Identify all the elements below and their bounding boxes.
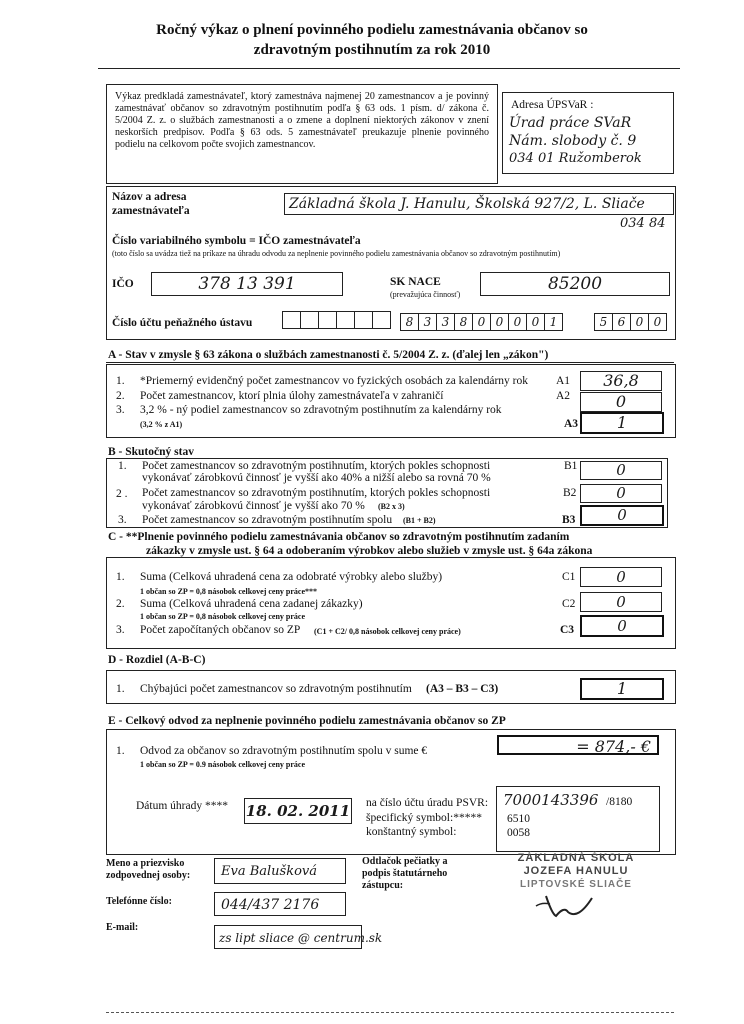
account-cell[interactable]: 0 bbox=[472, 313, 491, 331]
upsvar-line-1: Úrad práce SVaR bbox=[509, 115, 632, 131]
account-prefix-cell[interactable] bbox=[300, 311, 319, 329]
stamp-line-1: ZÁKLADNÁ ŠKOLA bbox=[517, 852, 635, 864]
employer-name-field[interactable]: Základná škola J. Hanulu, Školská 927/2, L. Sliače bbox=[284, 193, 674, 215]
ico-label: IČO bbox=[112, 278, 134, 290]
psvr-account-label: na číslo účtu úradu PSVR: bbox=[366, 797, 489, 809]
upsvar-line-3: 034 01 Ružomberok bbox=[509, 151, 642, 166]
title-line-2: zdravotným postihnutím za rok 2010 bbox=[253, 42, 491, 58]
payment-date-field[interactable]: 18. 02. 2011 bbox=[244, 798, 352, 824]
email-field[interactable]: zs lipt sliace @ centrum.sk bbox=[214, 925, 362, 949]
variable-symbol-label: Číslo variabilného symbolu = IČO zamestnávateľa bbox=[112, 235, 361, 247]
email-label: E-mail: bbox=[106, 922, 139, 933]
signature bbox=[476, 886, 676, 926]
account-cell[interactable]: 0 bbox=[508, 313, 527, 331]
a3-text: 3,2 % - ný podiel zamestnancov so zdravotným postihnutím za kalendárny rok bbox=[140, 404, 502, 416]
a2-code: A2 bbox=[556, 390, 571, 402]
school-stamp bbox=[476, 852, 676, 922]
c2-code: C2 bbox=[562, 598, 576, 610]
account-prefix-cell[interactable] bbox=[318, 311, 337, 329]
phone-field[interactable]: 044/437 2176 bbox=[214, 892, 346, 916]
b3-field[interactable]: 0 bbox=[580, 505, 664, 526]
a3-num: 3. bbox=[116, 404, 125, 416]
account-prefix-cell[interactable] bbox=[336, 311, 355, 329]
c3-code: C3 bbox=[560, 624, 575, 636]
c2-note: 1 občan so ZP = 0,8 násobok celkovej ceny práce bbox=[140, 612, 306, 621]
section-c-header-1: C - **Plnenie povinného podielu zamestnávania občanov so zdravotným postihnutím zadaním bbox=[108, 531, 570, 543]
d1-field[interactable]: 1 bbox=[580, 678, 664, 700]
b2-code: B2 bbox=[563, 487, 577, 499]
c2-text: Suma (Celková uhradená cena zadanej zákazky) bbox=[140, 598, 363, 610]
a1-field[interactable]: 36,8 bbox=[580, 371, 662, 391]
intro-box bbox=[106, 84, 498, 184]
constant-symbol-label: konštantný symbol: bbox=[366, 826, 457, 838]
section-a-header: A - Stav v zmysle § 63 zákona o službách zamestnanosti č. 5/2004 Z. z. (ďalej len „zákon") bbox=[108, 349, 549, 361]
upsvar-address-box bbox=[502, 92, 674, 174]
bank-cell[interactable]: 6 bbox=[612, 313, 631, 331]
c3-text: Počet započítaných občanov so ZP bbox=[140, 624, 301, 636]
sknace-note: (prevažujúca činnosť) bbox=[390, 290, 461, 299]
specific-symbol-value[interactable]: 6510 bbox=[507, 813, 530, 825]
a3-note: (3,2 % z A1) bbox=[140, 420, 183, 429]
c2-num: 2. bbox=[116, 598, 125, 610]
b1-text-1: Počet zamestnancov so zdravotným postihnutím, ktorých pokles schopnosti bbox=[142, 460, 491, 472]
a1-code: A1 bbox=[556, 375, 571, 387]
a1-text: *Priemerný evidenčný počet zamestnancov vo fyzických osobách za kalendárny rok bbox=[140, 375, 528, 387]
c1-note: 1 občan so ZP = 0,8 násobok celkovej ceny práce*** bbox=[140, 587, 318, 596]
phone-label: Telefónne číslo: bbox=[106, 896, 173, 907]
intro-text: Výkaz predkladá zamestnávateľ, ktorý zamestnáva najmenej 20 zamestnancov a je povinný zamestnávať občanov so zdravotným postihnutím podľa § 63 ods. 1 písm. d/ zákona č. 5/2004 Z. z. o službách zamestnanosti a o zmene a doplnení niektorých zákonov v znení neskorších predpisov. Podľa § 63 ods. 5 zamestnávateľ preukazuje plnenie povinného podielu na celkovom počte svojich zamestnancov. bbox=[115, 91, 489, 150]
account-cell[interactable]: 1 bbox=[544, 313, 563, 331]
b1-code: B1 bbox=[564, 460, 578, 472]
b2-field[interactable]: 0 bbox=[580, 484, 662, 503]
b3-code: B3 bbox=[562, 514, 576, 526]
b1-num: 1. bbox=[118, 460, 127, 472]
b3-note: (B1 + B2) bbox=[403, 516, 436, 525]
b2-text-1: Počet zamestnancov so zdravotným postihnutím, ktorých pokles schopnosti bbox=[142, 487, 491, 499]
d1-text: Chýbajúci počet zamestnancov so zdravotným postihnutím bbox=[140, 683, 412, 695]
stamp-line-3: LIPTOVSKÉ SLIAČE bbox=[520, 879, 632, 890]
title-divider bbox=[98, 68, 680, 69]
section-a-divider bbox=[106, 362, 674, 363]
b1-text-2: vykonávať zárobkovú činnosť je vyšší ako 40% a nižší alebo sa rovná 70 % bbox=[142, 472, 491, 484]
section-b-header: B - Skutočný stav bbox=[108, 446, 194, 458]
a3-code: A3 bbox=[564, 418, 579, 430]
section-e-header: E - Celkový odvod za neplnenie povinného podielu zamestnávania občanov so ZP bbox=[108, 715, 506, 727]
b3-text-1: Počet zamestnancov so zdravotným postihnutím spolu bbox=[142, 514, 393, 526]
employer-postcode: 034 84 bbox=[620, 216, 666, 231]
upsvar-line-2: Nám. slobody č. 9 bbox=[509, 133, 637, 149]
upsvar-label: Adresa ÚPSVaR : bbox=[511, 99, 594, 111]
bottom-dashed-line bbox=[106, 1012, 674, 1013]
bank-code-cells[interactable] bbox=[594, 311, 666, 331]
e1-text: Odvod za občanov so zdravotným postihnutím spolu v sume € bbox=[140, 745, 428, 757]
account-cell[interactable]: 3 bbox=[418, 313, 437, 331]
a2-num: 2. bbox=[116, 390, 125, 402]
a3-field[interactable]: 1 bbox=[580, 412, 664, 434]
account-cell[interactable]: 8 bbox=[400, 313, 419, 331]
account-prefix-cell[interactable] bbox=[354, 311, 373, 329]
account-prefix-cell[interactable] bbox=[282, 311, 301, 329]
employer-name-label: Názov a adresa zamestnávateľa bbox=[112, 191, 190, 217]
payment-date-label: Dátum úhrady **** bbox=[136, 800, 228, 812]
stamp-label: Odtlačok pečiatky a podpis štatutárneho zástupcu: bbox=[362, 856, 448, 891]
e1-amount-field[interactable]: = 874,- € bbox=[497, 735, 659, 755]
account-cell[interactable]: 0 bbox=[526, 313, 545, 331]
specific-symbol-label: špecifický symbol:***** bbox=[366, 812, 482, 824]
b3-num: 3. bbox=[118, 514, 127, 526]
c2-field[interactable]: 0 bbox=[580, 592, 662, 612]
psvr-account-value[interactable]: 7000143396 bbox=[503, 791, 599, 809]
ico-field[interactable]: 378 13 391 bbox=[151, 272, 343, 296]
bank-cell[interactable]: 0 bbox=[648, 313, 667, 331]
b2-num: 2 . bbox=[116, 488, 128, 500]
a1-num: 1. bbox=[116, 375, 125, 387]
account-number-cells[interactable] bbox=[400, 311, 562, 331]
a2-text: Počet zamestnancov, ktorí plnia úlohy zamestnávateľa v zahraničí bbox=[140, 390, 444, 402]
page-title bbox=[0, 20, 744, 60]
account-cell[interactable]: 8 bbox=[454, 313, 473, 331]
account-cell[interactable]: 0 bbox=[490, 313, 509, 331]
c3-field[interactable]: 0 bbox=[580, 615, 664, 637]
c1-text: Suma (Celková uhradená cena za odobraté výrobky alebo služby) bbox=[140, 571, 443, 583]
responsible-person-label: Meno a priezvisko zodpovednej osoby: bbox=[106, 858, 191, 881]
a2-field[interactable]: 0 bbox=[580, 392, 662, 412]
responsible-person-field[interactable]: Eva Balušková bbox=[214, 858, 346, 884]
psvr-account-suffix: /8180 bbox=[606, 796, 633, 808]
section-d-header: D - Rozdiel (A-B-C) bbox=[108, 654, 206, 666]
d1-num: 1. bbox=[116, 683, 125, 695]
section-c-header-2: zákazky v zmysle ust. § 64 a odoberaním výrobkov alebo služieb v zmysle ust. § 64a zákona bbox=[146, 545, 593, 557]
c1-field[interactable]: 0 bbox=[580, 567, 662, 587]
bank-cell[interactable]: 0 bbox=[630, 313, 649, 331]
c1-code: C1 bbox=[562, 571, 576, 583]
b1-field[interactable]: 0 bbox=[580, 461, 662, 480]
sknace-field[interactable]: 85200 bbox=[480, 272, 670, 296]
c3-num: 3. bbox=[116, 624, 125, 636]
title-line-1: Ročný výkaz o plnení povinného podielu zamestnávania občanov so bbox=[156, 22, 588, 38]
account-label: Číslo účtu peňažného ústavu bbox=[112, 317, 253, 329]
account-prefix-cells[interactable] bbox=[282, 311, 390, 334]
account-cell[interactable]: 3 bbox=[436, 313, 455, 331]
c1-num: 1. bbox=[116, 571, 125, 583]
constant-symbol-value[interactable]: 0058 bbox=[507, 827, 530, 839]
stamp-line-2: JOZEFA HANULU bbox=[523, 865, 629, 877]
b2-text-2: vykonávať zárobkovú činnosť je vyšší ako 70 % bbox=[142, 500, 365, 512]
e1-note: 1 občan so ZP = 0.9 násobok celkovej ceny práce bbox=[140, 760, 306, 769]
c3-note: (C1 + C2/ 0,8 násobok celkovej ceny práce) bbox=[314, 627, 461, 636]
sknace-label: SK NACE bbox=[390, 276, 441, 288]
bank-cell[interactable]: 5 bbox=[594, 313, 613, 331]
variable-symbol-note: (toto číslo sa uvádza tiež na príkaze na úhradu odvodu za neplnenie povinného podielu zamestnávania občanov so zdravotným postihnutím) bbox=[112, 249, 561, 258]
b2-note: (B2 x 3) bbox=[378, 502, 405, 511]
account-prefix-cell[interactable] bbox=[372, 311, 391, 329]
d1-formula: (A3 – B3 – C3) bbox=[426, 683, 499, 695]
e1-num: 1. bbox=[116, 745, 125, 757]
